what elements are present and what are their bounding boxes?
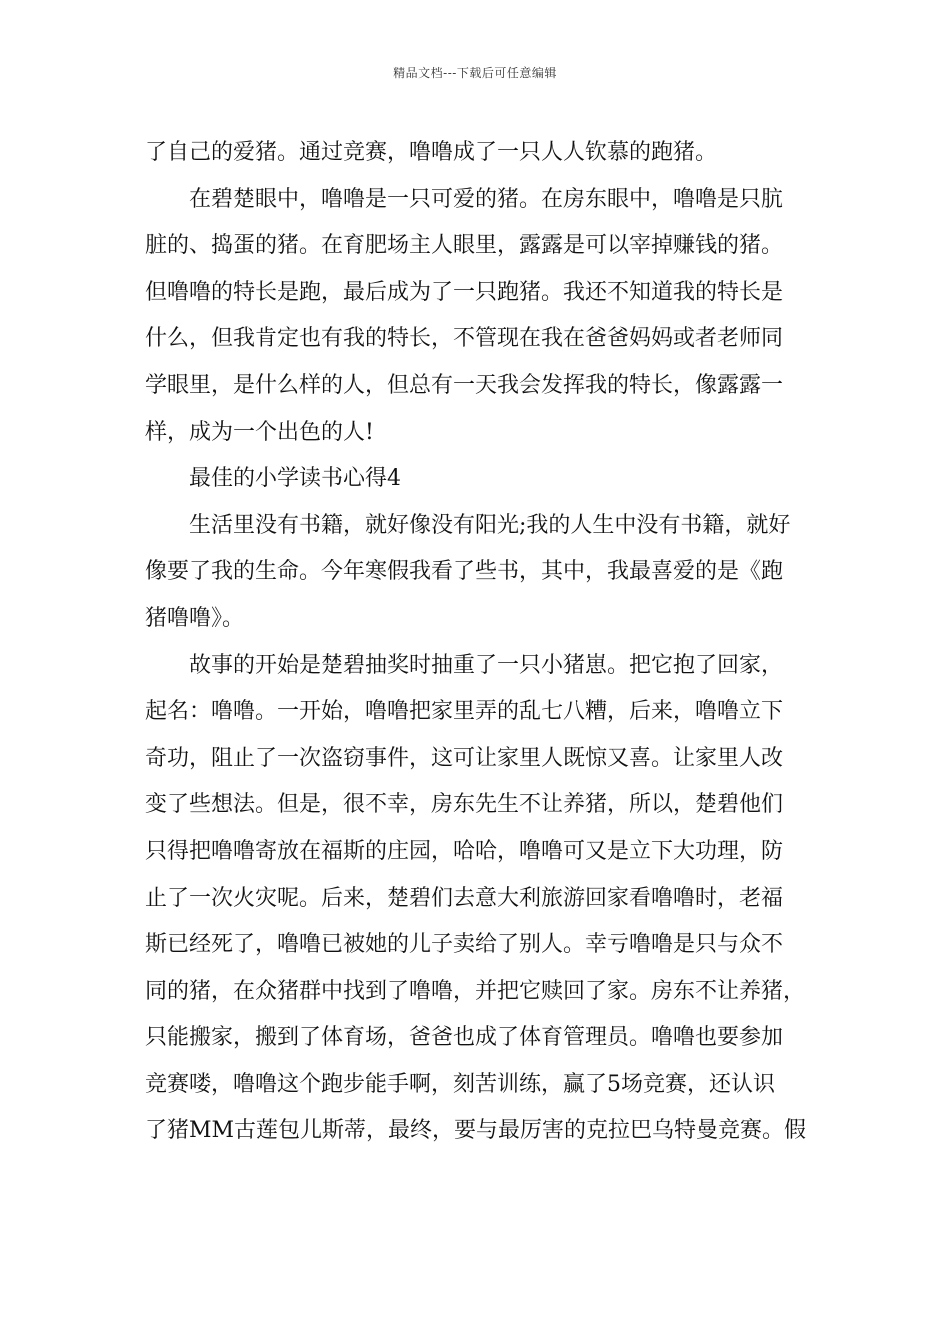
text-line: 在碧楚眼中，噜噜是一只可爱的猪。在房东眼中，噜噜是只肮 bbox=[189, 186, 784, 212]
text-line: 竞赛喽，噜噜这个跑步能手啊，刻苦训练，赢了5场竞赛，还认识 bbox=[145, 1071, 775, 1097]
text-line: 起名：噜噜。一开始，噜噜把家里弄的乱七八糟，后来，噜噜立下 bbox=[145, 699, 784, 725]
text-line: 什么，但我肯定也有我的特长，不管现在我在爸爸妈妈或者老师同 bbox=[145, 326, 784, 352]
text-line: 只能搬家，搬到了体育场，爸爸也成了体育管理员。噜噜也要参加 bbox=[145, 1025, 784, 1051]
text-line: 斯已经死了，噜噜已被她的儿子卖给了别人。幸亏噜噜是只与众不 bbox=[145, 932, 784, 958]
section-heading: 最佳的小学读书心得4 bbox=[189, 466, 401, 492]
page-header: 精品文档---下载后可任意编辑 bbox=[393, 66, 557, 80]
text-line: 学眼里，是什么样的人，但总有一天我会发挥我的特长，像露露一 bbox=[145, 372, 784, 398]
text-line: 样，成为一个出色的人! bbox=[145, 419, 374, 445]
text-line: 只得把噜噜寄放在福斯的庄园，哈哈，噜噜可又是立下大功理，防 bbox=[145, 838, 784, 864]
text-line: 了自己的爱猪。通过竞赛，噜噜成了一只人人钦慕的跑猪。 bbox=[145, 140, 718, 165]
text-line: 脏的、捣蛋的猪。在育肥场主人眼里，露露是可以宰掉赚钱的猪。 bbox=[145, 233, 784, 259]
text-line: 但噜噜的特长是跑，最后成为了一只跑猪。我还不知道我的特长是 bbox=[145, 279, 784, 305]
text-line: 猪噜噜》。 bbox=[145, 605, 245, 631]
text-line: 生活里没有书籍，就好像没有阳光;我的人生中没有书籍，就好 bbox=[189, 512, 791, 538]
document-body bbox=[145, 130, 825, 1155]
text-line: 奇功，阻止了一次盗窃事件，这可让家里人既惊又喜。让家里人改 bbox=[145, 745, 784, 771]
text-line: 止了一次火灾呢。后来，楚碧们去意大利旅游回家看噜噜时，老福 bbox=[145, 885, 784, 911]
text-line: 故事的开始是楚碧抽奖时抽重了一只小猪崽。把它抱了回家， bbox=[189, 652, 784, 678]
text-line: 同的猪，在众猪群中找到了噜噜，并把它赎回了家。房东不让养猪， bbox=[145, 978, 806, 1004]
text-line: 变了些想法。但是，很不幸，房东先生不让养猪，所以，楚碧他们 bbox=[145, 792, 784, 818]
text-line: 了猪MM古莲包儿斯蒂，最终，要与最厉害的克拉巴乌特曼竞赛。假 bbox=[145, 1118, 807, 1144]
text-line: 像要了我的生命。今年寒假我看了些书，其中，我最喜爱的是《跑 bbox=[145, 559, 784, 585]
